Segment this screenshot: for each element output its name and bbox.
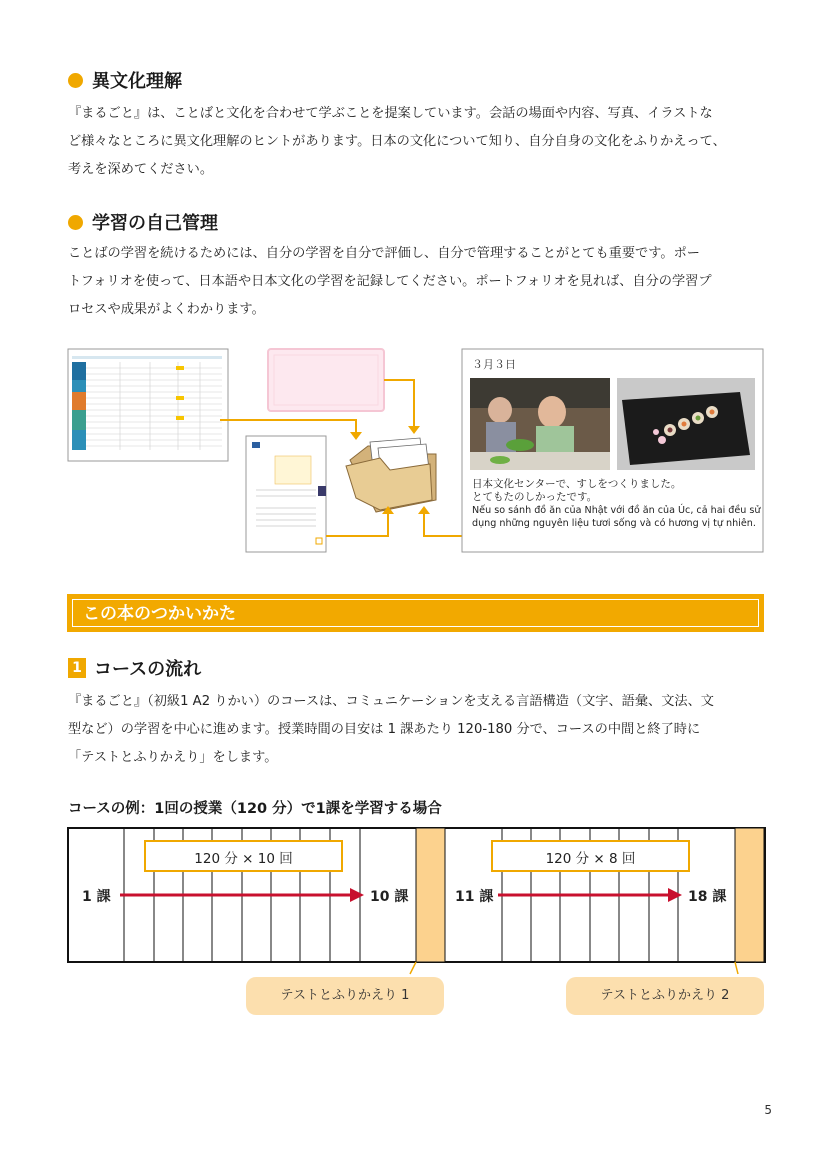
course-example-title: コースの例：1回の授業（120 分）で1課を学習する場合 [68, 801, 442, 817]
test-column-2 [735, 828, 764, 962]
paragraph-line: 「テストとふりかえり」をします。 [68, 750, 278, 765]
paragraph-line: 『まるごと』（初級1 A2 りかい）のコースは、コミュニケーションを支える言語構造（文字、語彙、文法、文 [68, 694, 714, 709]
paragraph-line: ことばの学習を続けるためには、自分の学習を自分で評価し、自分で管理することがとても重要です。ポー [68, 246, 700, 261]
test-review-label-1: テストとふりかえり 1 [246, 977, 444, 1015]
caption-line: 日本文化センターで、すしをつくりました。 [472, 478, 682, 490]
duration-label-2: 120 分 × 8 回 [545, 851, 636, 867]
caption-line: とてもたのしかったです。 [472, 491, 598, 503]
test-column-1 [416, 828, 445, 962]
course-heading-text: コースの流れ [94, 659, 202, 680]
lesson-start-2: 11 課 [455, 889, 494, 905]
section-heading-text: 異文化理解 [92, 71, 182, 92]
paragraph-line: ロセスや成果がよくわかります。 [68, 302, 265, 317]
paragraph-line: 型など）の学習を中心に進めます。授業時間の目安は 1 課あたり 120-180 分で、コースの中間と終了時に [68, 722, 701, 737]
test-review-label-2: テストとふりかえり 2 [566, 977, 764, 1015]
section-number-badge: 1 [68, 658, 86, 678]
paragraph-line: ど様々なところに異文化理解のヒントがあります。日本の文化について知り、自分自身の文化をふりかえって、 [68, 134, 726, 149]
lesson-end-2: 18 課 [688, 889, 727, 905]
portfolio-date: ３月３日 [472, 358, 516, 371]
section-heading-text: 学習の自己管理 [92, 213, 218, 234]
paragraph-line: トフォリオを使って、日本語や日本文化の学習を記録してください。ポートフォリオを見れば、自分の学習プ [68, 274, 712, 289]
lesson-start-1: 1 課 [82, 889, 111, 905]
lesson-end-1: 10 課 [370, 889, 409, 905]
caption-line-vi: dụng những nguyên liệu tươi sống và có hương vị tự nhiên. [472, 518, 756, 529]
banner-title: この本のつかいかた [72, 599, 759, 627]
duration-label-1: 120 分 × 10 回 [194, 851, 293, 867]
caption-line-vi: Nếu so sánh đồ ăn của Nhật với đồ ăn của Úc, cả hai đều sử [472, 505, 761, 516]
paragraph-line: 考えを深めてください。 [68, 162, 214, 177]
page-number: 5 [764, 1103, 772, 1117]
paragraph-line: 『まるごと』は、ことばと文化を合わせて学ぶことを提案しています。会話の場面や内容、写真、イラストな [68, 106, 713, 121]
